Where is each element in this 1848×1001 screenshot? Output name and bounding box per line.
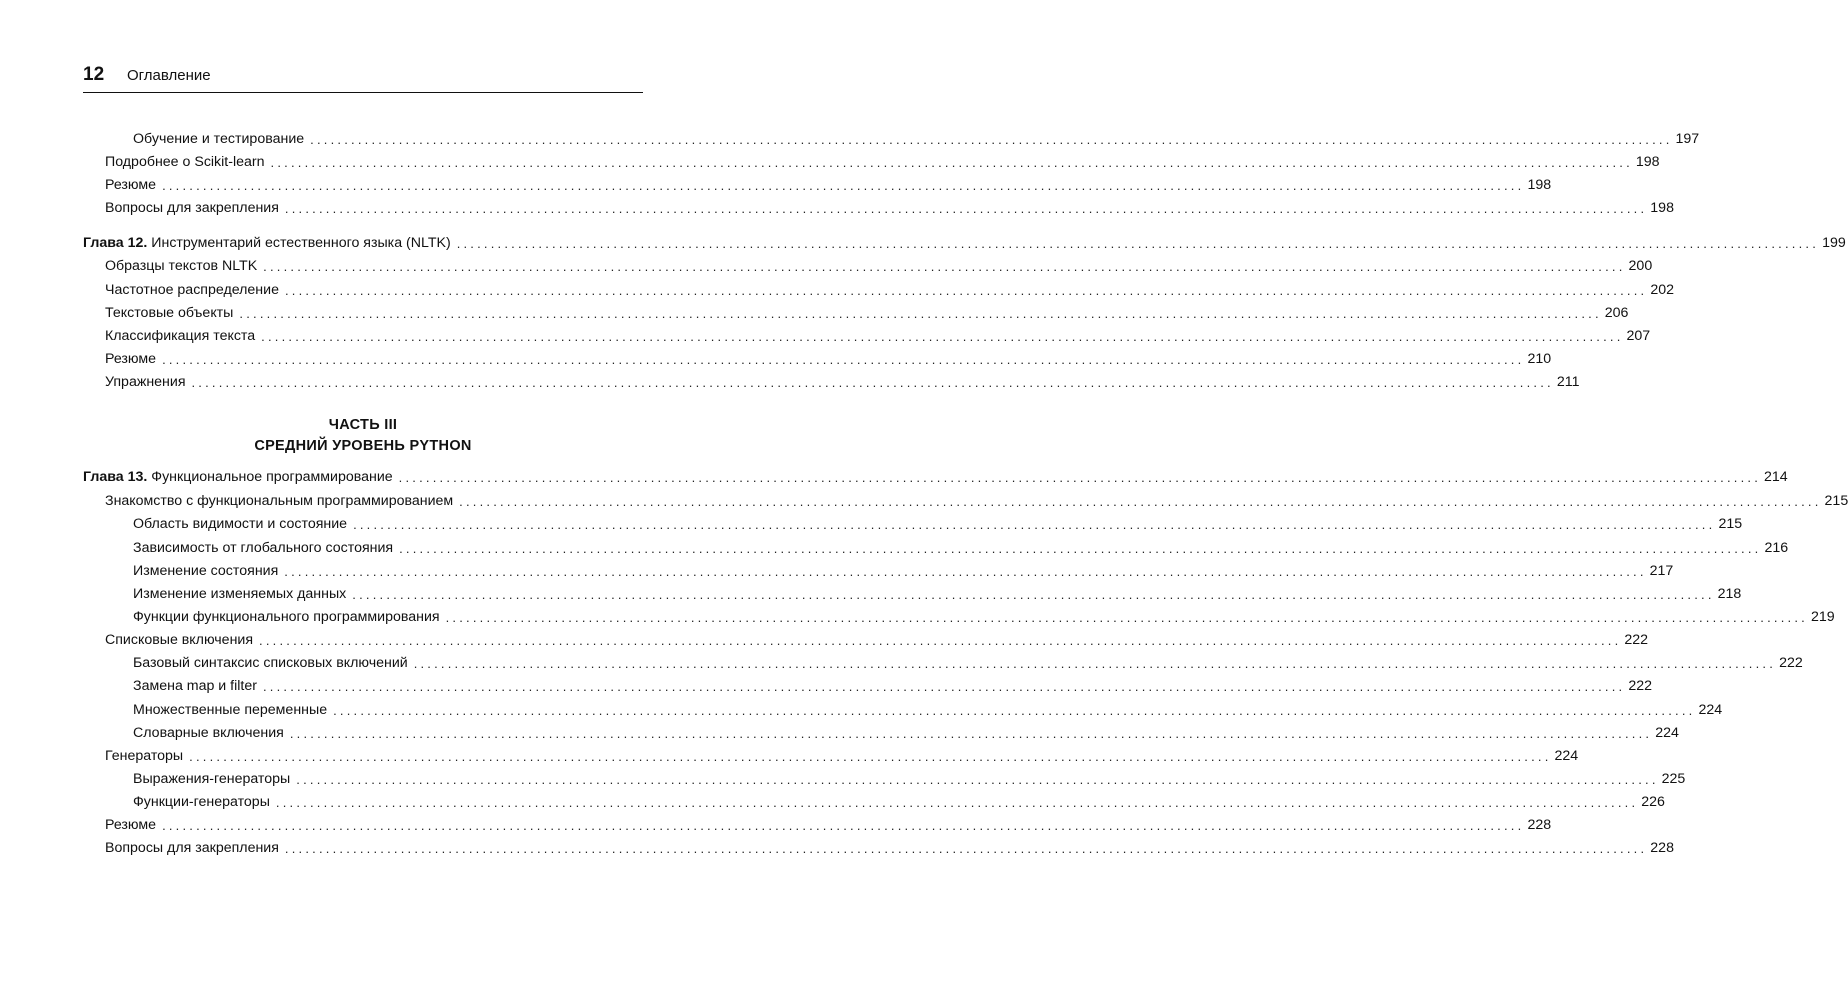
running-title: Оглавление — [127, 67, 211, 84]
toc-entry[interactable]: Знакомство с функциональным программированием ........................................................................................................................................................................................................ 215 — [105, 493, 1848, 509]
leader-dots: ........................................................................................................................................................................................................ — [191, 375, 1554, 390]
leader-dots: ........................................................................................................................................................................................................ — [259, 633, 1622, 648]
part-label: ЧАСТЬ III — [328, 417, 398, 433]
toc-entry[interactable]: Подробнее о Scikit-learn ........................................................................................................................................................................................................ 198 — [105, 154, 1660, 170]
toc-entry[interactable]: Вопросы для закрепления ........................................................................................................................................................................................................ 228 — [105, 840, 1674, 856]
toc-chapter-12[interactable] — [83, 230, 1846, 252]
leader-dots: ........................................................................................................................................................................................................ — [310, 132, 1673, 147]
leader-dots: ........................................................................................................................................................................................................ — [333, 703, 1696, 718]
toc-chapter-13[interactable] — [83, 464, 1788, 486]
toc-entry[interactable]: Словарные включения ........................................................................................................................................................................................................ 224 — [133, 725, 1679, 741]
page-ref: 218 — [1717, 586, 1742, 602]
header-rule — [83, 92, 643, 93]
page-ref: 199 — [1822, 235, 1846, 251]
toc-entry[interactable]: Резюме ........................................................................................................................................................................................................ 198 — [105, 177, 1552, 193]
page-ref: 224 — [1698, 702, 1723, 718]
toc-entry[interactable]: Резюме ........................................................................................................................................................................................................ 228 — [105, 817, 1552, 833]
toc-entry[interactable]: Списковые включения ........................................................................................................................................................................................................ 222 — [105, 632, 1649, 648]
leader-dots: ........................................................................................................................................................................................................ — [262, 679, 1626, 694]
part-title: СРЕДНИЙ УРОВЕНЬ PYTHON — [254, 438, 472, 454]
toc-entry[interactable]: Множественные переменные ........................................................................................................................................................................................................ 224 — [133, 702, 1723, 718]
page-ref: 222 — [1624, 632, 1649, 648]
toc-entry[interactable]: Базовый синтаксис списковых включений ........................................................................................................................................................................................................ 222 — [133, 655, 1803, 671]
page-ref: 207 — [1626, 328, 1651, 344]
leader-dots: ........................................................................................................................................................................................................ — [261, 329, 1624, 344]
toc-entry[interactable]: Выражения-генераторы ........................................................................................................................................................................................................ 225 — [133, 771, 1686, 787]
leader-dots: ........................................................................................................................................................................................................ — [352, 587, 1715, 602]
page-ref: 202 — [1650, 282, 1675, 298]
page-ref: 210 — [1527, 351, 1552, 367]
toc-entry[interactable]: Область видимости и состояние ........................................................................................................................................................................................................ 215 — [133, 516, 1743, 532]
toc-entry[interactable]: Классификация текста ........................................................................................................................................................................................................ 207 — [105, 328, 1651, 344]
leader-dots: ........................................................................................................................................................................................................ — [284, 564, 1647, 579]
page-header — [83, 64, 211, 88]
page-ref: 206 — [1604, 305, 1629, 321]
leader-dots: ........................................................................................................................................................................................................ — [353, 517, 1716, 532]
leader-dots: ........................................................................................................................................................................................................ — [399, 541, 1762, 556]
leader-dots: ........................................................................................................................................................................................................ — [445, 610, 1808, 625]
page-ref: 228 — [1650, 840, 1674, 856]
leader-dots: ........................................................................................................................................................................................................ — [162, 818, 1525, 833]
page-ref: 215 — [1718, 516, 1743, 532]
toc-entry[interactable]: Замена map и filter ........................................................................................................................................................................................................ 222 — [133, 678, 1653, 694]
leader-dots: ........................................................................................................................................................................................................ — [162, 178, 1525, 193]
leader-dots: ........................................................................................................................................................................................................ — [162, 352, 1525, 367]
chapter-title: Функциональное программирование — [151, 469, 393, 485]
toc-entry[interactable]: Обучение и тестирование ........................................................................................................................................................................................................ 197 — [133, 131, 1700, 147]
toc-entry[interactable]: Изменение состояния ........................................................................................................................................................................................................ 217 — [133, 563, 1674, 579]
page-ref: 226 — [1641, 794, 1665, 810]
page-ref: 224 — [1554, 748, 1579, 764]
chapter-title: Инструментарий естественного языка (NLTK) — [151, 235, 451, 251]
leader-dots: ........................................................................................................................................................................................................ — [459, 494, 1822, 509]
page-ref: 198 — [1635, 154, 1660, 170]
page-ref: 222 — [1628, 678, 1653, 694]
leader-dots: ........................................................................................................................................................................................................ — [275, 795, 1639, 810]
page-ref: 211 — [1556, 374, 1580, 390]
page-ref: 217 — [1649, 563, 1674, 579]
leader-dots: ........................................................................................................................................................................................................ — [289, 726, 1653, 741]
toc-entry[interactable]: Функции-генераторы ........................................................................................................................................................................................................ 226 — [133, 794, 1665, 810]
toc-entry[interactable]: Упражнения ........................................................................................................................................................................................................ 211 — [105, 374, 1580, 390]
leader-dots: ........................................................................................................................................................................................................ — [413, 656, 1777, 671]
leader-dots: ........................................................................................................................................................................................................ — [456, 236, 1820, 251]
leader-dots: ........................................................................................................................................................................................................ — [239, 306, 1602, 321]
page-ref: 224 — [1655, 725, 1679, 741]
leader-dots: ........................................................................................................................................................................................................ — [284, 283, 1648, 298]
page-ref: 216 — [1764, 540, 1789, 556]
toc-entry[interactable]: Зависимость от глобального состояния ........................................................................................................................................................................................................ 216 — [133, 540, 1789, 556]
leader-dots: ........................................................................................................................................................................................................ — [189, 749, 1552, 764]
toc-entry[interactable]: Изменение изменяемых данных ........................................................................................................................................................................................................ 218 — [133, 586, 1742, 602]
page-ref: 198 — [1650, 200, 1674, 216]
page-ref: 228 — [1527, 817, 1552, 833]
page-ref: 214 — [1764, 469, 1788, 485]
leader-dots: ........................................................................................................................................................................................................ — [263, 259, 1626, 274]
chapter-label: Глава 13. — [83, 469, 148, 485]
toc-entry[interactable]: Текстовые объекты ........................................................................................................................................................................................................ 206 — [105, 305, 1629, 321]
toc-entry[interactable]: Вопросы для закрепления ........................................................................................................................................................................................................ 198 — [105, 200, 1674, 216]
toc-entry[interactable]: Резюме ........................................................................................................................................................................................................ 210 — [105, 351, 1552, 367]
leader-dots: ........................................................................................................................................................................................................ — [270, 155, 1633, 170]
toc-entry[interactable]: Генераторы ........................................................................................................................................................................................................ 224 — [105, 748, 1579, 764]
page-ref: 225 — [1661, 771, 1686, 787]
toc-entry[interactable]: Частотное распределение ........................................................................................................................................................................................................ 202 — [105, 282, 1675, 298]
toc-entry[interactable]: Функции функционального программирования ........................................................................................................................................................................................................ 219 — [133, 609, 1835, 625]
leader-dots: ........................................................................................................................................................................................................ — [284, 201, 1648, 216]
page-ref: 215 — [1824, 493, 1848, 509]
leader-dots: ........................................................................................................................................................................................................ — [398, 470, 1762, 485]
page-number: 12 — [83, 64, 105, 85]
leader-dots: ........................................................................................................................................................................................................ — [296, 772, 1659, 787]
page-ref: 198 — [1527, 177, 1552, 193]
page-ref: 197 — [1675, 131, 1700, 147]
chapter-label: Глава 12. — [83, 235, 148, 251]
toc-entry[interactable]: Образцы текстов NLTK ........................................................................................................................................................................................................ 200 — [105, 258, 1653, 274]
leader-dots: ........................................................................................................................................................................................................ — [284, 841, 1648, 856]
page-ref: 219 — [1810, 609, 1835, 625]
page-ref: 222 — [1779, 655, 1803, 671]
page-ref: 200 — [1628, 258, 1653, 274]
